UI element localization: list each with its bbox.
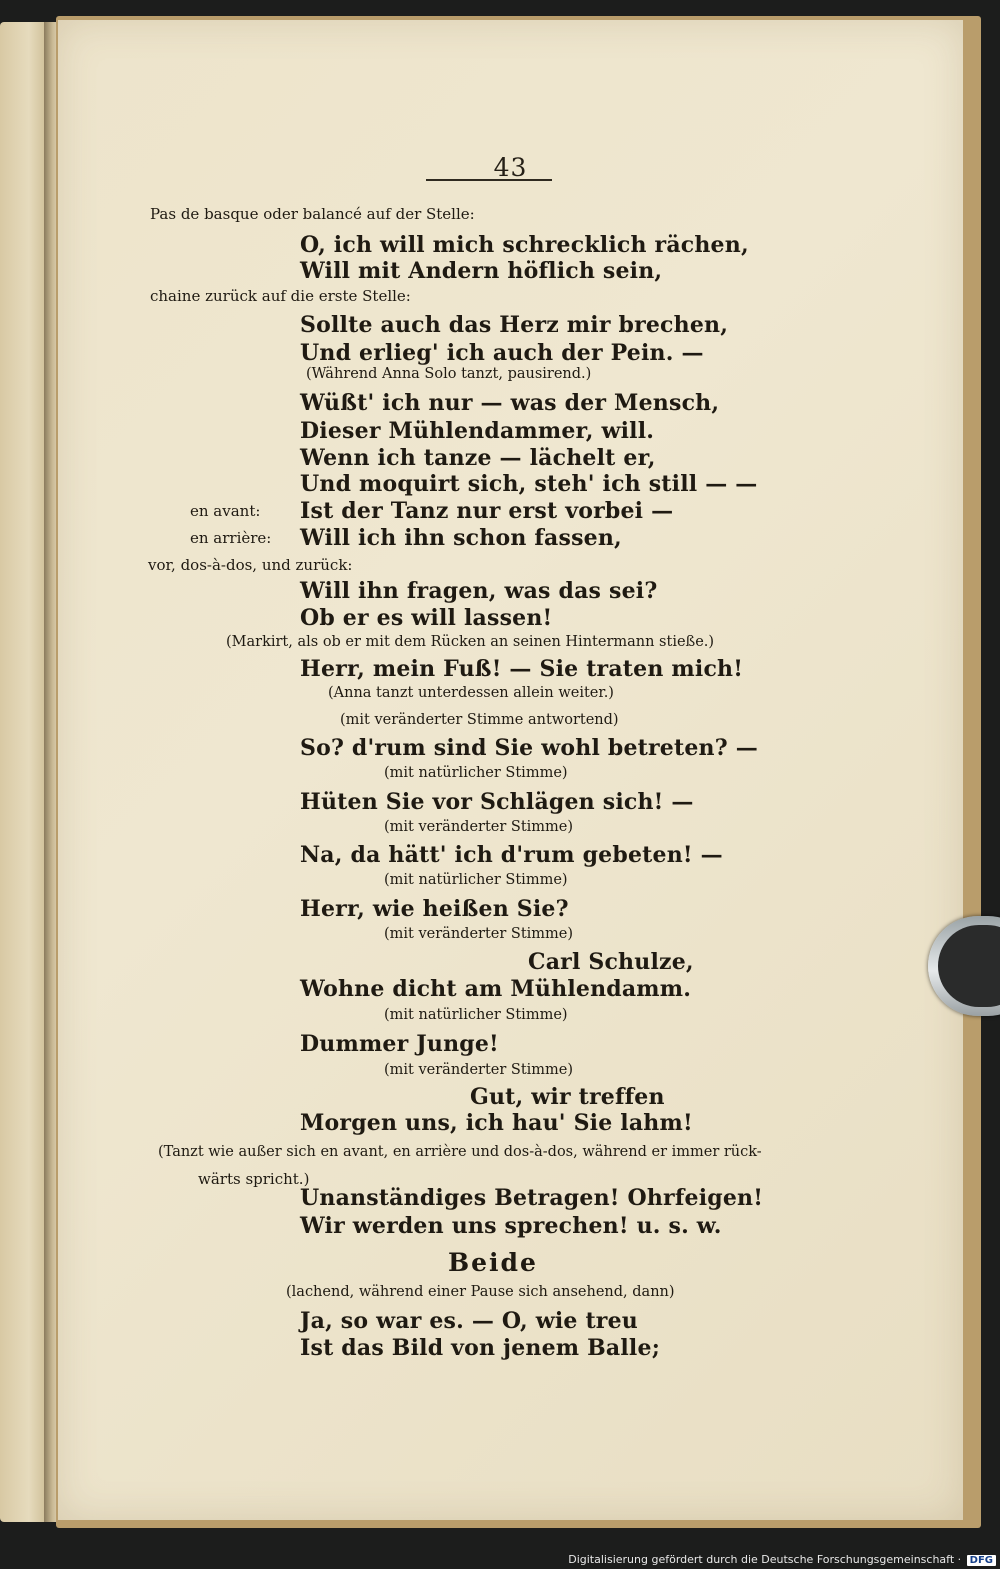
left-page-edge (0, 22, 48, 1522)
verse-line: Ja, so war es. — O, wie treu (300, 1308, 638, 1334)
verse-line: Wohne dicht am Mühlendamm. (300, 976, 692, 1002)
stage-direction: en arrière: (190, 529, 272, 547)
show-through (148, 260, 155, 285)
verse-line: Will ich ihn schon fassen, (300, 525, 622, 551)
stage-direction: (Tanzt wie außer sich en avant, en arrière und dos-à-dos, während er immer rück- (158, 1144, 762, 1160)
digitization-footer (568, 1553, 996, 1566)
stage-direction: (mit natürlicher Stimme) (384, 765, 568, 781)
stage-direction: (Markirt, als ob er mit dem Rücken an seinen Hintermann stieße.) (226, 634, 715, 650)
stage-direction: (mit veränderter Stimme antwortend) (340, 712, 619, 728)
verse-line: Wenn ich tanze — lächelt er, (300, 445, 656, 471)
verse-line: Sollte auch das Herz mir brechen, (300, 312, 729, 338)
verse-line: Unanständiges Betragen! Ohrfeigen! (300, 1185, 764, 1211)
footer-credit: Digitalisierung gefördert durch die Deutsche Forschungsgemeinschaft · (568, 1553, 962, 1566)
verse-line: Ob er es will lassen! (300, 605, 553, 631)
verse-line: Wüßt' ich nur — was der Mensch, (300, 390, 720, 416)
stage-direction: (mit veränderter Stimme) (384, 926, 574, 942)
speaker-heading: Beide (448, 1248, 538, 1277)
verse-line: Dummer Junge! (300, 1031, 499, 1057)
verse-line: Und moquirt sich, steh' ich still — — (300, 471, 758, 497)
verse-line: Ist der Tanz nur erst vorbei — (300, 498, 674, 524)
verse-line: Gut, wir treffen (470, 1084, 665, 1110)
stage-direction: (mit veränderter Stimme) (384, 1062, 574, 1078)
page-number-rule (426, 179, 552, 181)
stage-direction: Pas de basque oder balancé auf der Stelle: (150, 205, 475, 223)
stage-direction: (mit veränderter Stimme) (384, 819, 574, 835)
verse-line: So? d'rum sind Sie wohl betreten? — (300, 735, 758, 761)
verse-line: Herr, wie heißen Sie? (300, 896, 569, 922)
verse-line: Dieser Mühlendammer, will. (300, 418, 655, 444)
verse-line: O, ich will mich schrecklich rächen, (300, 232, 749, 258)
verse-line: Carl Schulze, (528, 949, 694, 975)
stage-direction: wärts spricht.) (198, 1170, 310, 1188)
verse-line: Na, da hätt' ich d'rum gebeten! — (300, 842, 723, 868)
stage-direction: (lachend, während einer Pause sich ansehend, dann) (286, 1284, 675, 1300)
verse-line: Will ihn fragen, was das sei? (300, 578, 658, 604)
stage-direction: en avant: (190, 502, 261, 520)
verse-line: Morgen uns, ich hau' Sie lahm! (300, 1110, 693, 1136)
verse-line: Herr, mein Fuß! — Sie traten mich! (300, 656, 744, 682)
stage-direction: (mit natürlicher Stimme) (384, 1007, 568, 1023)
verse-line: Ist das Bild von jenem Balle; (300, 1335, 661, 1361)
book-page (58, 20, 963, 1520)
dfg-logo: DFG (967, 1555, 996, 1566)
stage-direction: (mit natürlicher Stimme) (384, 872, 568, 888)
verse-line: Hüten Sie vor Schlägen sich! — (300, 789, 694, 815)
verse-line: Und erlieg' ich auch der Pein. — (300, 340, 704, 366)
stage-direction: (Während Anna Solo tanzt, pausirend.) (306, 366, 592, 382)
stage-direction: (Anna tanzt unterdessen allein weiter.) (328, 685, 614, 701)
verse-line: Wir werden uns sprechen! u. s. w. (300, 1213, 722, 1239)
stage-direction: vor, dos-à-dos, und zurück: (148, 556, 353, 574)
stage-direction: chaine zurück auf die erste Stelle: (150, 287, 411, 305)
page-number: 43 (493, 153, 528, 182)
verse-line: Will mit Andern höflich sein, (300, 258, 663, 284)
